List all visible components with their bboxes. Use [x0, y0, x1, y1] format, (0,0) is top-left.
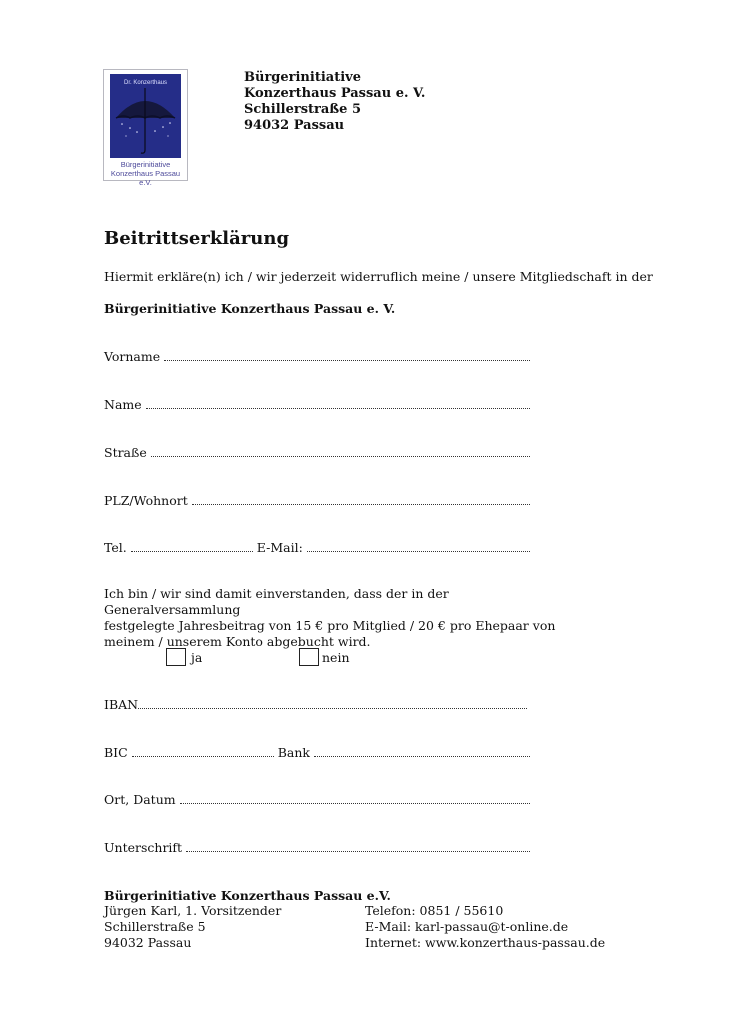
unterschrift-field[interactable] [104, 839, 530, 855]
no-checkbox[interactable] [299, 648, 319, 666]
footer-phone: Telefon: 0851 / 55610 [365, 903, 504, 918]
tel-label: Tel. [104, 540, 127, 555]
footer-org-name: Bürgerinitiative Konzerthaus Passau e.V. [104, 888, 391, 903]
logo-image [110, 74, 181, 158]
footer-email: E-Mail: karl-passau@t-online.de [365, 919, 569, 934]
vorname-field[interactable] [104, 348, 530, 364]
logo-caption [104, 160, 187, 187]
intro-text: Hiermit erkläre(n) ich / wir jederzeit widerruflich meine / unsere Mitgliedschaft in der [104, 269, 653, 284]
address-line2: Konzerthaus Passau e. V. [244, 86, 426, 101]
name-line[interactable] [146, 408, 530, 409]
email-label: E-Mail: [256, 540, 303, 555]
address-line1: Bürgerinitiative [244, 70, 361, 85]
logo-caption-line1: Bürgerinitiative [120, 160, 171, 169]
plz-wohnort-line[interactable] [192, 504, 530, 505]
unterschrift-label: Unterschrift [104, 840, 183, 855]
tel-line[interactable] [131, 551, 253, 552]
unterschrift-line[interactable] [186, 851, 530, 852]
plz-wohnort-label: PLZ/Wohnort [104, 493, 188, 508]
footer-contact [365, 903, 605, 951]
strasse-line[interactable] [151, 456, 530, 457]
name-field[interactable] [104, 396, 530, 412]
strasse-label: Straße [104, 445, 147, 460]
address-line4: 94032 Passau [244, 118, 345, 133]
strasse-field[interactable] [104, 444, 530, 460]
consent-line2: festgelegte Jahresbeitrag von 15 € pro Mitglied / 20 € pro Ehepaar von [104, 618, 556, 633]
vorname-label: Vorname [104, 349, 161, 364]
bic-line[interactable] [132, 756, 274, 757]
ort-datum-line[interactable] [180, 803, 530, 804]
no-label: nein [322, 650, 350, 665]
logo-caption-line2: Konzerthaus Passau e.V. [110, 169, 181, 187]
iban-line[interactable] [138, 708, 527, 709]
yes-checkbox[interactable] [166, 648, 186, 666]
consent-line1: Ich bin / wir sind damit einverstanden, dass der in der Generalversammlung [104, 586, 449, 617]
vorname-line[interactable] [164, 360, 530, 361]
consent-line3: meinem / unserem Konto abgebucht wird. [104, 634, 371, 649]
bic-bank-row [104, 744, 530, 760]
footer-address [104, 903, 281, 951]
address-line3: Schillerstraße 5 [244, 102, 362, 117]
bank-label: Bank [277, 745, 310, 760]
footer-street: Schillerstraße 5 [104, 919, 206, 934]
logo [103, 69, 188, 187]
plz-wohnort-field[interactable] [104, 492, 530, 508]
yes-label: ja [191, 650, 203, 665]
tel-email-row [104, 539, 530, 555]
footer-contact-person: Jürgen Karl, 1. Vorsitzender [104, 903, 282, 918]
footer-website: Internet: www.konzerthaus-passau.de [365, 935, 606, 950]
footer-city: 94032 Passau [104, 935, 192, 950]
logo-title: Dr. Konzerthaus [123, 80, 168, 86]
bank-line[interactable] [314, 756, 530, 757]
header-address [244, 70, 425, 134]
name-label: Name [104, 397, 142, 412]
consent-text [104, 586, 564, 650]
page-title: Beitrittserklärung [104, 228, 290, 249]
umbrella-icon [110, 74, 181, 158]
ort-datum-label: Ort, Datum [104, 792, 176, 807]
email-line[interactable] [307, 551, 530, 552]
iban-field[interactable] [104, 696, 527, 712]
bic-label: BIC [104, 745, 128, 760]
iban-label: IBAN [104, 697, 139, 712]
ort-datum-field[interactable] [104, 791, 530, 807]
organization-name: Bürgerinitiative Konzerthaus Passau e. V. [104, 301, 396, 316]
